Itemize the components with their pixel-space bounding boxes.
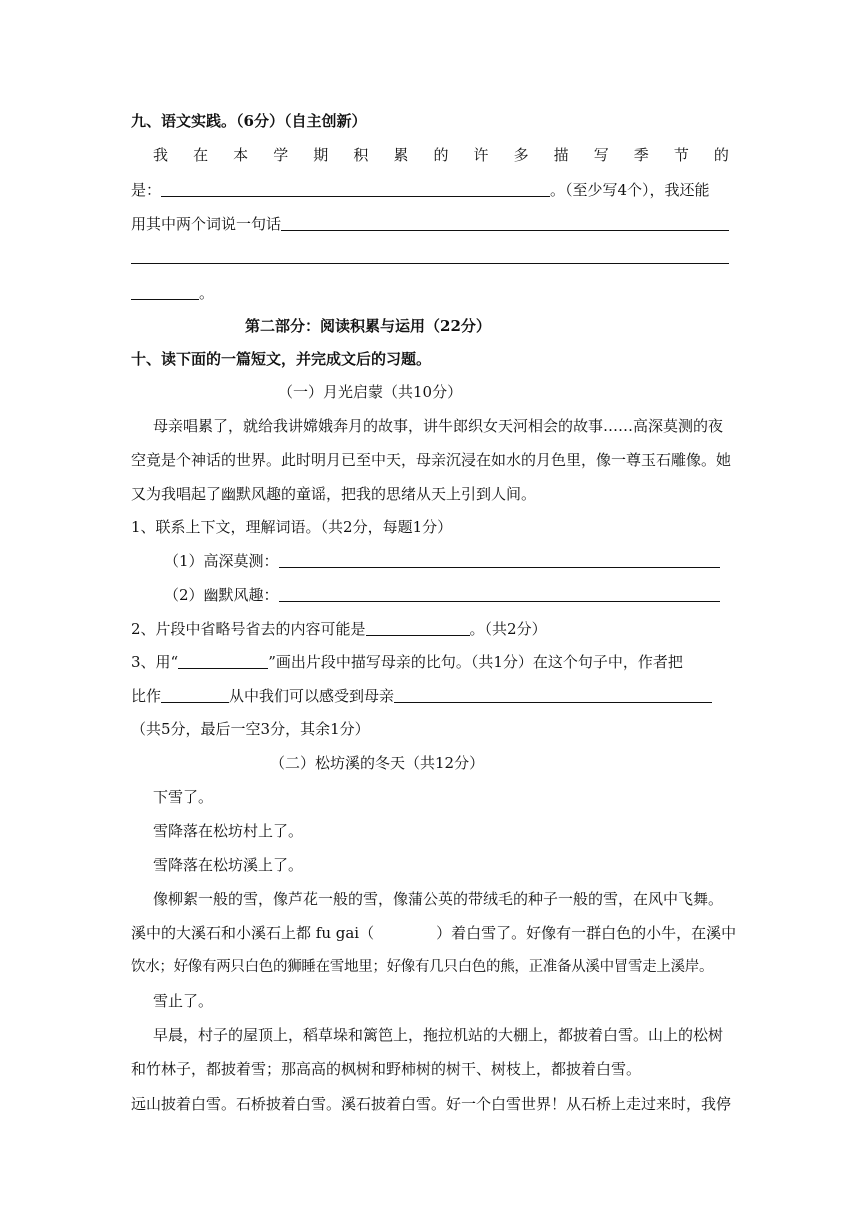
spread-char: 学 <box>273 146 289 164</box>
answer-rule[interactable] <box>131 263 729 264</box>
answer-blank[interactable] <box>366 620 470 636</box>
passage-2-line: 雪止了。 <box>153 992 214 1010</box>
answer-blank[interactable] <box>131 284 199 300</box>
question-label: 2、片段中省略号省去的内容可能是 <box>131 620 366 638</box>
spread-char: 多 <box>513 146 529 164</box>
spread-char: 的 <box>713 146 729 164</box>
passage-2-line: 早晨，村子的屋顶上，稻草垛和篱笆上，拖拉机站的大棚上，都披着白雪。山上的松树 <box>153 1026 724 1044</box>
section-9-title: 九、语文实践。（6分）（自主创新） <box>131 112 367 130</box>
spread-char: 写 <box>593 146 609 164</box>
line-lead: 溪中的大溪石和小溪石上都 fu gai（ <box>131 924 375 942</box>
question-3-line-3: （共5分，最后一空3分，其余1分） <box>131 720 370 738</box>
section-9-spread-line <box>131 143 729 167</box>
question-3-line-2 <box>131 684 729 708</box>
line-tail: 。 <box>199 284 215 302</box>
answer-blank[interactable] <box>161 687 229 703</box>
passage-1-title: （一）月光启蒙（共10分） <box>278 383 463 401</box>
question-1: 1、联系上下文，理解词语。（共2分，每题1分） <box>131 518 453 536</box>
passage-2-line: 雪降落在松坊溪上了。 <box>153 856 304 874</box>
section-9-line-3 <box>131 212 729 236</box>
answer-blank[interactable] <box>178 653 268 669</box>
line-lead: 是： <box>131 181 162 199</box>
passage-1-line: 母亲唱累了，就给我讲嫦娥奔月的故事，讲牛郎织女天河相会的故事……高深莫测的夜 <box>153 417 724 435</box>
passage-2-line: 饮水；好像有两只白色的狮睡在雪地里；好像有几只白色的熊，正准备从溪中冒雪走上溪岸。 <box>131 959 714 975</box>
answer-blank[interactable] <box>279 586 720 602</box>
passage-2-line: 和竹林子，都披着雪；那高高的枫树和野柿树的树干、树枝上，都披着白雪。 <box>131 1060 642 1078</box>
spread-char: 本 <box>233 146 249 164</box>
answer-blank[interactable] <box>394 687 712 703</box>
question-3-line-1 <box>131 650 729 674</box>
spread-char: 累 <box>393 146 409 164</box>
line-tail: ”画出片段中描写母亲的比句。（共1分）在这个句子中，作者把 <box>268 653 683 671</box>
passage-2-line: 远山披着白雪。石桥披着白雪。溪石披着白雪。好一个白雪世界！从石桥上走过来时，我停 <box>131 1095 732 1113</box>
part-2-title: 第二部分：阅读积累与运用（22分） <box>245 317 491 335</box>
spread-char: 描 <box>553 146 569 164</box>
spread-char: 期 <box>313 146 329 164</box>
line-tail: 。（至少写4个），我还能 <box>550 181 710 199</box>
passage-2-line: 像柳絮一般的雪，像芦花一般的雪，像蒲公英的带绒毛的种子一般的雪，在风中飞舞。 <box>153 890 724 908</box>
spread-char: 我 <box>153 146 169 164</box>
line-lead: 用其中两个词说一句话 <box>131 215 282 233</box>
question-label: （2）幽默风趣： <box>164 586 279 604</box>
spread-char: 积 <box>353 146 369 164</box>
spread-char: 的 <box>433 146 449 164</box>
section-9-line-5 <box>131 281 729 305</box>
question-2 <box>131 617 729 641</box>
passage-2-title: （二）松坊溪的冬天（共12分） <box>270 754 485 772</box>
passage-2-line: 雪降落在松坊村上了。 <box>153 822 304 840</box>
line-tail: 。（共2分） <box>469 620 547 638</box>
question-label: 3、用“ <box>131 653 179 671</box>
answer-blank[interactable] <box>161 181 550 197</box>
spread-char: 在 <box>193 146 209 164</box>
question-label: 比作 <box>131 687 162 705</box>
question-label: （1）高深莫测： <box>164 552 279 570</box>
passage-1-line: 空竟是个神话的世界。此时明月已至中天，母亲沉浸在如水的月色里，像一尊玉石雕像。她 <box>131 451 732 469</box>
passage-2-line <box>131 921 737 945</box>
answer-blank[interactable] <box>281 215 729 231</box>
passage-2-line: 下雪了。 <box>153 788 214 806</box>
section-10-title: 十、读下面的一篇短文，并完成文后的习题。 <box>131 350 432 368</box>
spread-char: 许 <box>473 146 489 164</box>
answer-blank[interactable] <box>279 552 720 568</box>
section-9-line-2 <box>131 178 729 202</box>
question-1a <box>164 549 724 573</box>
line-mid: 从中我们可以感受到母亲 <box>229 687 395 705</box>
passage-1-line: 又为我唱起了幽默风趣的童谣，把我的思绪从天上引到人间。 <box>131 485 537 503</box>
line-tail: ）着白雪了。好像有一群白色的小牛，在溪中 <box>436 924 737 942</box>
spread-char: 节 <box>673 146 689 164</box>
question-1b <box>164 583 724 607</box>
spread-char: 季 <box>633 146 649 164</box>
